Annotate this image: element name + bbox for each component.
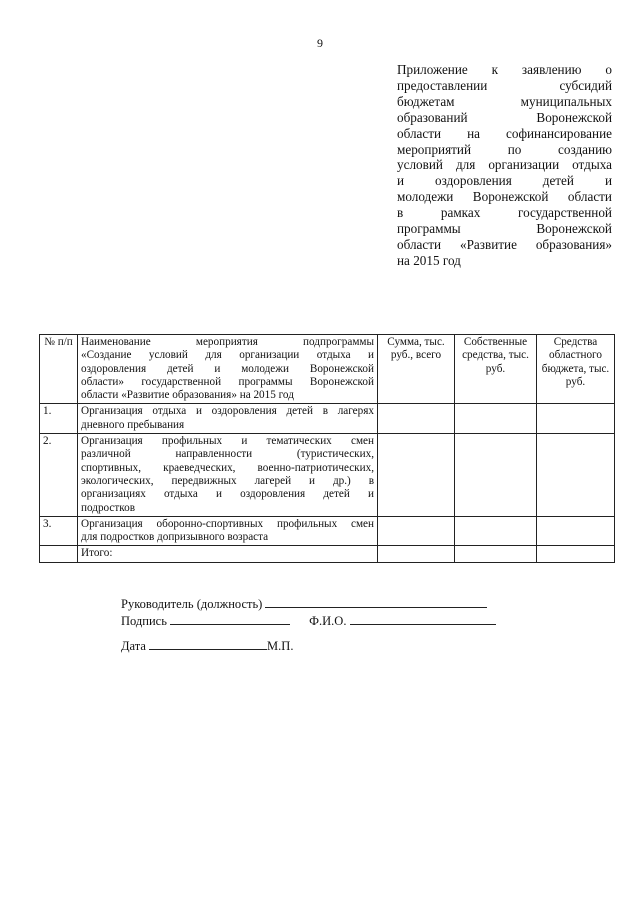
date-field[interactable] <box>149 638 267 650</box>
row-name-line: дневного пребывания <box>81 418 185 431</box>
appendix-line: области «Развитие образования» <box>397 236 612 252</box>
row-name-line: Организация профильных и тематических смен <box>81 435 374 448</box>
row-name-line: подростков <box>81 501 136 514</box>
row-name <box>78 434 378 517</box>
header-regional-funds: Средства областного бюджета, тыс. руб. <box>537 335 615 404</box>
appendix-line: молодежи Воронежской области <box>397 189 612 205</box>
row-own-cell[interactable] <box>455 404 537 434</box>
row-regional-cell[interactable] <box>537 516 615 546</box>
header-own-funds: Собственные средства, тыс. руб. <box>455 335 537 404</box>
table-header-row <box>40 335 615 404</box>
signature-date-line <box>121 638 293 654</box>
date-label: Дата <box>121 639 146 653</box>
row-num: 1. <box>40 404 78 434</box>
row-num: 3. <box>40 516 78 546</box>
header-sum: Сумма, тыс. руб., всего <box>378 335 455 404</box>
table-row <box>40 516 615 546</box>
header-name <box>78 335 378 404</box>
row-sum-cell[interactable] <box>378 434 455 517</box>
total-regional-cell[interactable] <box>537 546 615 562</box>
appendix-line: мероприятий по созданию <box>397 141 612 157</box>
head-label: Руководитель (должность) <box>121 597 263 611</box>
appendix-line: области на софинансирование <box>397 125 612 141</box>
appendix-line: и оздоровления детей и <box>397 173 612 189</box>
row-name-line: спортивных, краеведческих, военно-патриотических, <box>81 461 374 474</box>
row-name-line: экологических, передвижных лагерей и др.) в <box>81 474 374 487</box>
appendix-line: на 2015 год <box>397 252 461 268</box>
appendix-line: условий для организации отдыха <box>397 157 612 173</box>
table-row <box>40 404 615 434</box>
signature-head-line <box>121 596 487 612</box>
row-num: 2. <box>40 434 78 517</box>
header-name-line: «Создание условий для организации отдыха и <box>81 349 374 362</box>
row-name-line: Организация отдыха и оздоровления детей в лагерях <box>81 405 374 418</box>
row-name-line: организациях отдыха и оздоровления детей и <box>81 488 374 501</box>
table-total-row <box>40 546 615 562</box>
row-own-cell[interactable] <box>455 434 537 517</box>
sign-label: Подпись <box>121 614 167 628</box>
appendix-note <box>397 62 612 269</box>
header-name-line: области» государственной программы Воронежской <box>81 375 374 388</box>
row-regional-cell[interactable] <box>537 434 615 517</box>
row-name-line: различной направленности (туристических, <box>81 448 374 461</box>
appendix-line: в рамках государственной <box>397 205 612 221</box>
row-own-cell[interactable] <box>455 516 537 546</box>
fio-field[interactable] <box>350 613 496 625</box>
row-name-line: для подростков допризывного возраста <box>81 531 269 544</box>
header-name-line: Наименование мероприятия подпрограммы <box>81 336 374 348</box>
total-sum-cell[interactable] <box>378 546 455 562</box>
appendix-line: Приложение к заявлению о <box>397 62 612 77</box>
row-regional-cell[interactable] <box>537 404 615 434</box>
row-name-line: Организация оборонно-спортивных профильных смен <box>81 517 374 530</box>
header-name-line: области «Развитие образования» на 2015 год <box>81 389 294 402</box>
total-label: Итого: <box>78 546 378 562</box>
appendix-line: предоставлении субсидий <box>397 77 612 93</box>
appendix-line: программы Воронежской <box>397 221 612 237</box>
header-name-line: оздоровления детей и молодежи Воронежской <box>81 362 374 375</box>
subsidy-table <box>39 334 615 563</box>
signature-sign-line <box>121 613 496 629</box>
signature-field[interactable] <box>170 613 290 625</box>
row-sum-cell[interactable] <box>378 516 455 546</box>
stamp-label: М.П. <box>267 639 294 653</box>
total-num-cell <box>40 546 78 562</box>
row-name <box>78 404 378 434</box>
head-position-field[interactable] <box>265 596 487 608</box>
total-own-cell[interactable] <box>455 546 537 562</box>
fio-label: Ф.И.О. <box>309 614 347 628</box>
page-number: 9 <box>317 36 323 50</box>
row-sum-cell[interactable] <box>378 404 455 434</box>
row-name <box>78 516 378 546</box>
table-row <box>40 434 615 517</box>
header-num: № п/п <box>40 335 78 404</box>
appendix-line: бюджетам муниципальных <box>397 93 612 109</box>
appendix-line: образований Воронежской <box>397 109 612 125</box>
